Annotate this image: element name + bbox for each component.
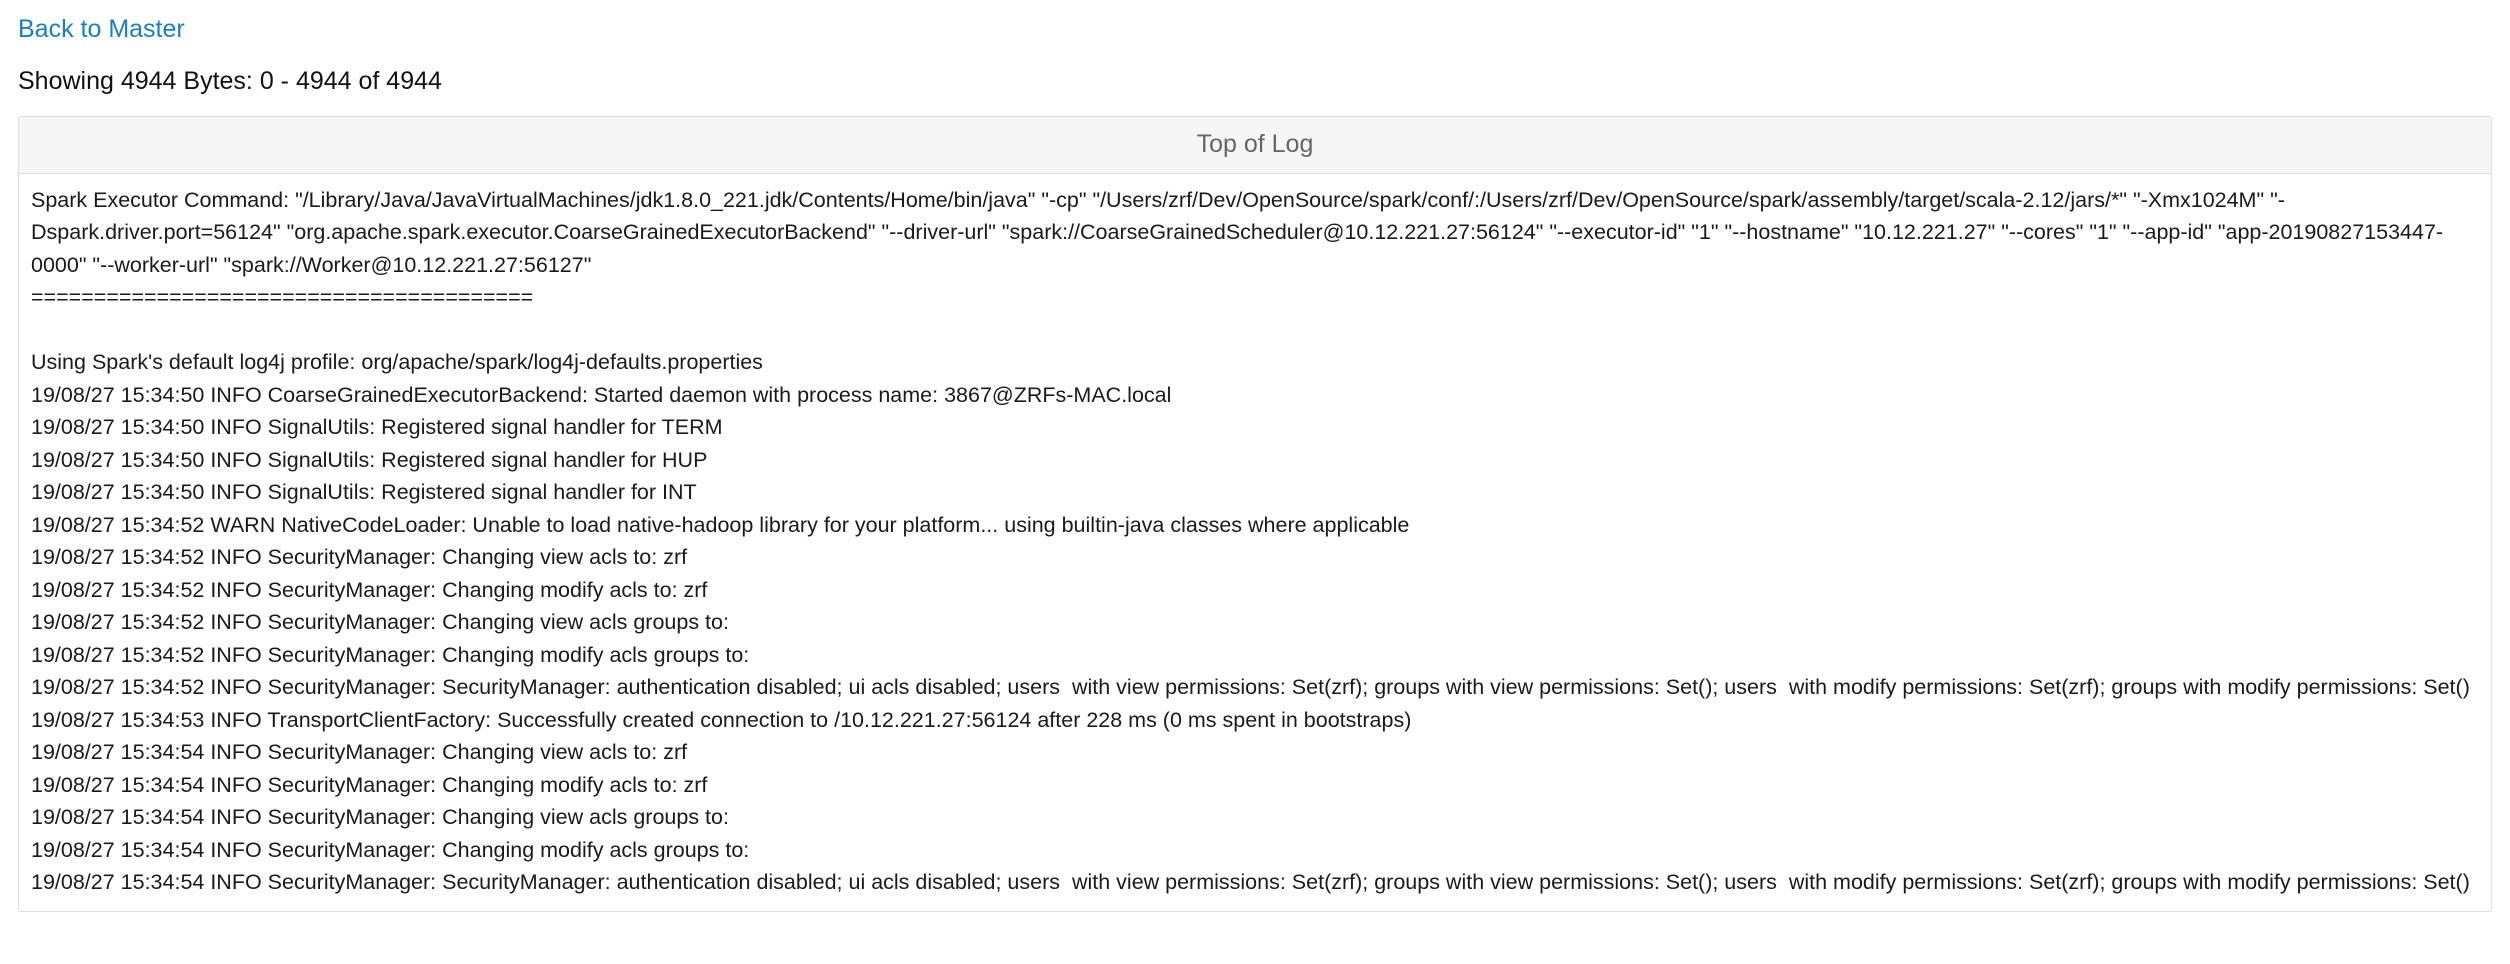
log-line: 19/08/27 15:34:54 INFO SecurityManager: Changing view acls to: zrf: [31, 740, 688, 765]
log-line: ========================================: [31, 285, 534, 310]
log-content[interactable]: [19, 174, 2491, 911]
log-line: 19/08/27 15:34:52 INFO SecurityManager: Changing view acls to: zrf: [31, 545, 688, 570]
log-line: Using Spark's default log4j profile: org/apache/spark/log4j-defaults.properties: [31, 350, 763, 375]
log-line: 19/08/27 15:34:52 INFO SecurityManager: Changing modify acls groups to:: [31, 642, 750, 667]
log-range-status: Showing 4944 Bytes: 0 - 4944 of 4944: [18, 67, 442, 95]
log-line: Spark Executor Command: "/Library/Java/JavaVirtualMachines/jdk1.8.0_221.jdk/Contents/Home/bin/java" "-cp" "/Users/zrf/Dev/OpenSource/spark/conf/:/Users/zrf/Dev/OpenSource/spark/assembly/target/scala-2.12/jars/*" "-Xmx1024M" "-Dspark.driver.port=56124" "org.apache.spark.executor.CoarseGrainedExecutorBackend" "--driver-url" "spark://CoarseGrainedScheduler@10.12.221.27:56124" "--executor-id" "1" "--hostname" "10.12.221.27" "--cores" "1" "--app-id" "app-20190827153447-0000" "--worker-url" "spark://Worker@10.12.221.27:56127": [31, 187, 2444, 277]
back-to-master-link[interactable]: Back to Master: [18, 15, 185, 43]
log-line: 19/08/27 15:34:52 INFO SecurityManager: Changing view acls groups to:: [31, 610, 729, 635]
log-panel: [18, 116, 2492, 912]
log-line: 19/08/27 15:34:54 INFO SecurityManager: Changing view acls groups to:: [31, 805, 729, 830]
log-line: 19/08/27 15:34:52 WARN NativeCodeLoader: Unable to load native-hadoop library for your platform... using builtin-java classes where applicable: [31, 512, 1410, 537]
log-line: 19/08/27 15:34:54 INFO SecurityManager: SecurityManager: authentication disabled; ui acls disabled; users with view permissions: Set(zrf); groups with view permissions: Set(); users with modify permissions: Set(zrf); groups with modify permissions: Set(): [31, 870, 2470, 895]
log-line: 19/08/27 15:34:54 INFO SecurityManager: Changing modify acls to: zrf: [31, 772, 708, 797]
log-panel-header: Top of Log: [19, 117, 2491, 174]
log-line: 19/08/27 15:34:52 INFO SecurityManager: Changing modify acls to: zrf: [31, 577, 708, 602]
log-line: 19/08/27 15:34:50 INFO SignalUtils: Registered signal handler for HUP: [31, 447, 708, 472]
log-line: 19/08/27 15:34:54 INFO SecurityManager: Changing modify acls groups to:: [31, 837, 750, 862]
log-line: 19/08/27 15:34:53 INFO TransportClientFactory: Successfully created connection to /10.12.221.27:56124 after 228 ms (0 ms spent in bootstraps): [31, 707, 1412, 732]
log-line: [31, 314, 2479, 347]
log-line: 19/08/27 15:34:50 INFO SignalUtils: Registered signal handler for INT: [31, 480, 697, 505]
log-line: 19/08/27 15:34:52 INFO SecurityManager: SecurityManager: authentication disabled; ui acls disabled; users with view permissions: Set(zrf); groups with view permissions: Set(); users with modify permissions: Set(zrf); groups with modify permissions: Set(): [31, 675, 2470, 700]
log-line: 19/08/27 15:34:50 INFO CoarseGrainedExecutorBackend: Started daemon with process name: 3867@ZRFs-MAC.local: [31, 382, 1172, 407]
log-line: 19/08/27 15:34:50 INFO SignalUtils: Registered signal handler for TERM: [31, 415, 723, 440]
